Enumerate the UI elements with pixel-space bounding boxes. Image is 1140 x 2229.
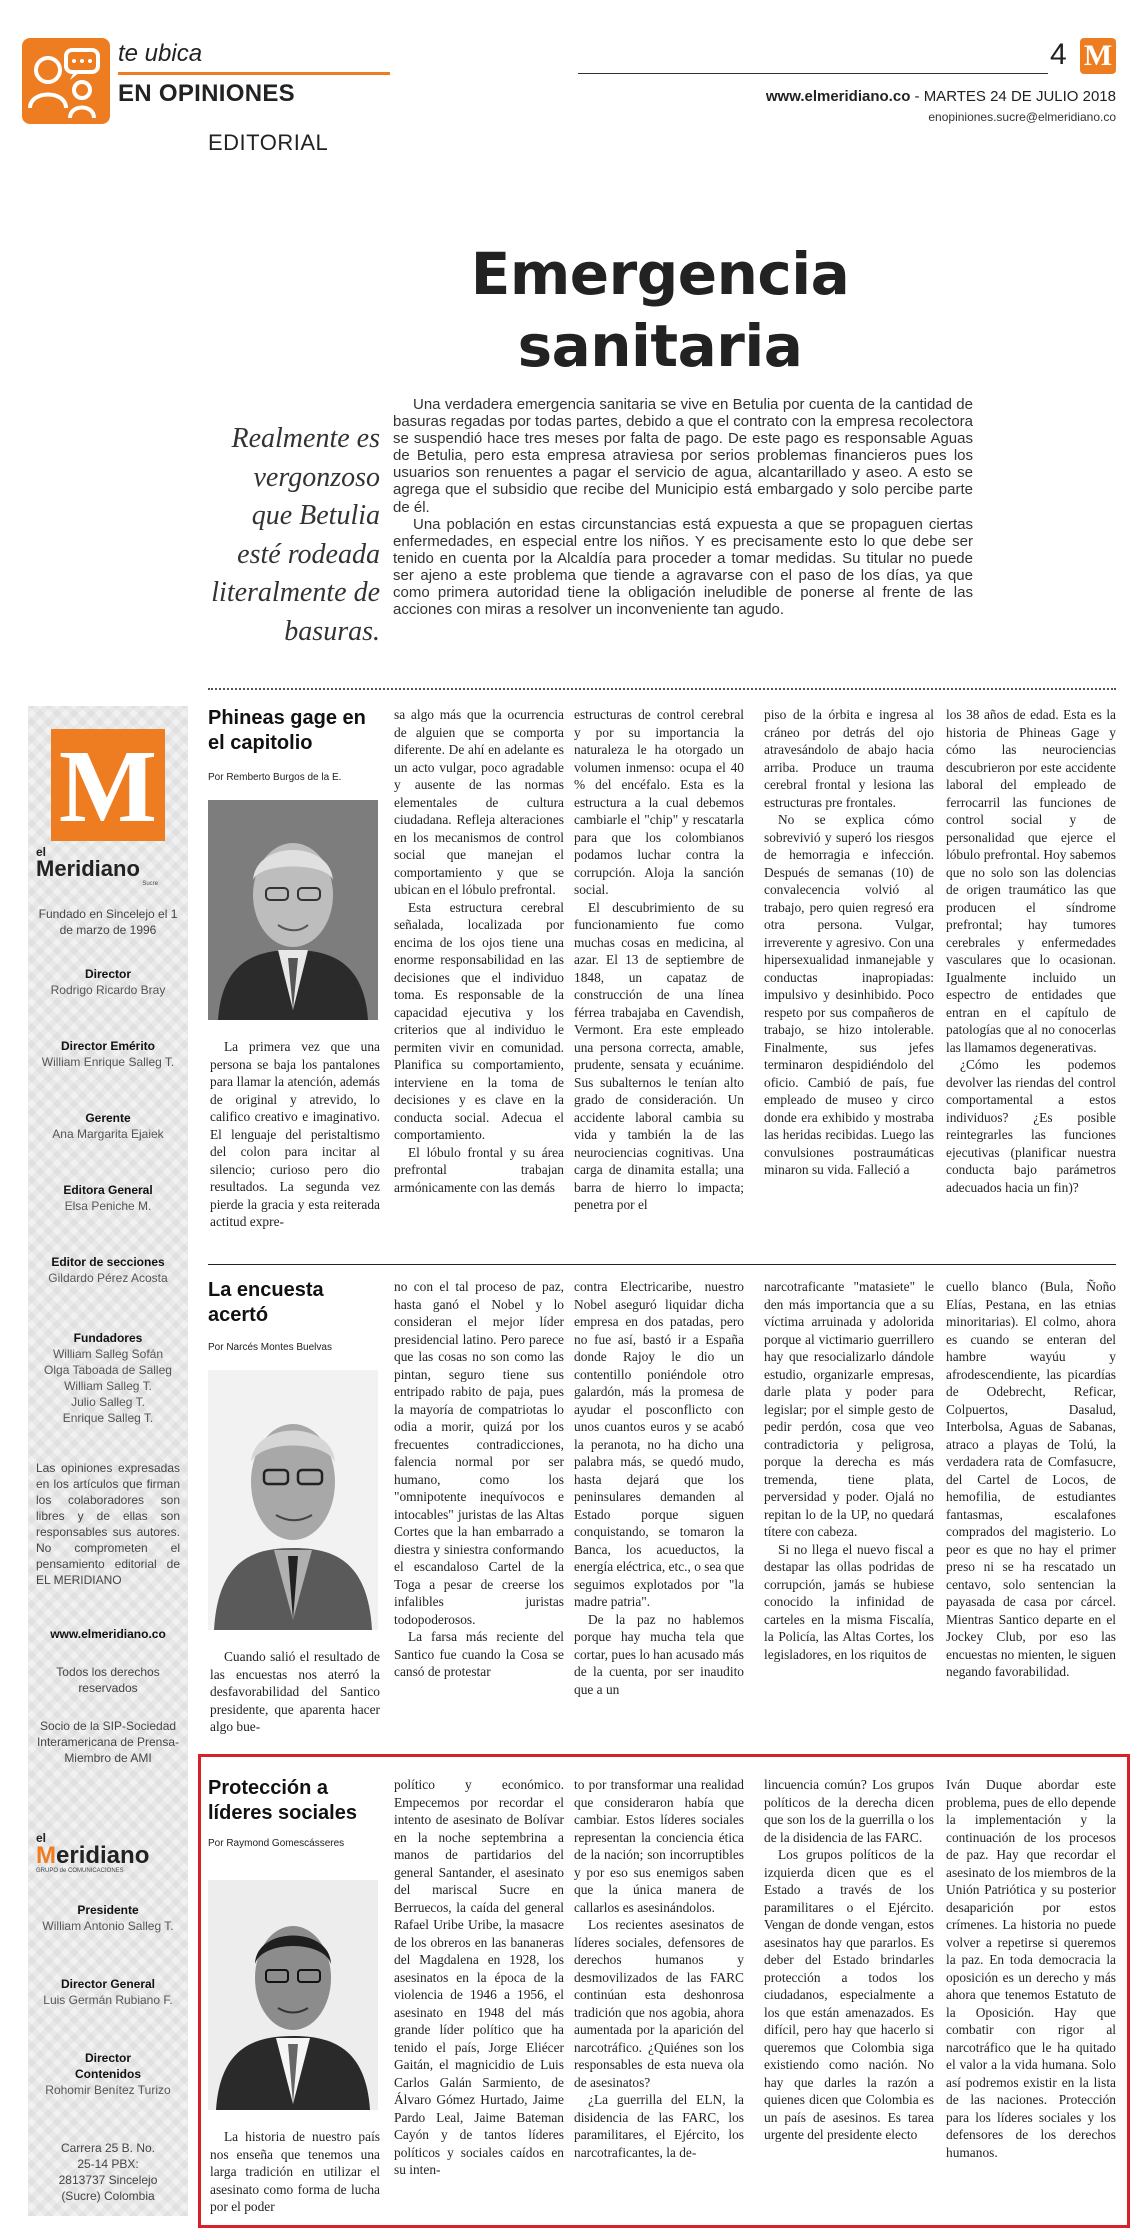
site-url[interactable]: www.elmeridiano.co [765, 88, 911, 105]
paragraph: ¿Cómo les podemos devolver las riendas del control comportamental a estos individuos? ¿Es posible reintegrarles las funciones ejecutivas (planificar nuestra conducta bajo parámetros adecuados hacia un fin)? [946, 1057, 1116, 1195]
staff-role: Editora General [63, 1183, 153, 1197]
portrait-icon [208, 1880, 378, 2110]
group-logo [36, 1832, 184, 1874]
group-logo-prefix: el [36, 1831, 47, 1845]
section-subtitle: EDITORIAL [208, 130, 329, 155]
site-date-line [766, 88, 1116, 105]
paragraph: Los recientes asesinatos de líderes sociales, defensores de derechos humanos y desmovilizados de las FARC continúan esta deshonrosa tradición que nos agobia, ahora aumentada por la aparición del narcotráfico. ¿Quiénes son los responsables de esta nueva ola de asesinatos? [574, 1917, 744, 2090]
article-column [574, 706, 744, 1258]
pull-quote: Realmente es vergonzoso que Betulia esté rodeada literalmente de basuras. [211, 423, 380, 647]
paragraph: La historia de nuestro país nos enseña que tenemos una larga tradición en utilizar el asesinato como forma de lucha por el poder [210, 2129, 380, 2214]
contact-email[interactable]: enopiniones.sucre@elmeridiano.co [928, 110, 1116, 124]
staff-name: William Salleg Sofán [52, 1347, 164, 1361]
staff-role: Director [84, 967, 131, 981]
editorial-title: Emergencia sanitaria [470, 240, 850, 380]
page-number: 4 [1050, 38, 1067, 71]
article-title: Protección a líderes sociales [208, 1777, 357, 1824]
paragraph: Esta estructura cerebral señalada, localizada por encima de los ojos tiene una enorme responsabilidad en las decisiones que el individuo toma. Es responsable de la capacidad ejecutiva y los criterios que al individuo le permiten vivir en comunidad. Planifica su comportamiento, interviene en la toma de decisiones y es clave en la conducta social. Adecua el comportamiento. [394, 899, 564, 1142]
author-photo [208, 1880, 378, 2110]
section-accent-line [118, 72, 390, 75]
postal-address: Carrera 25 B. No. 25-14 PBX: 2813737 Sincelejo (Sucre) Colombia [58, 2141, 158, 2203]
paragraph: Cuando salió el resultado de las encuestas nos aterró la desfavorabilidad del Santico presidente, que aparenta hacer algo bue- [210, 1649, 380, 1734]
article-column [764, 706, 934, 1258]
article-column [574, 1776, 744, 2222]
section-logo [22, 38, 110, 124]
staff-role: Editor de secciones [51, 1255, 165, 1269]
paragraph: No se explica cómo sobrevivió y superó los riesgos de hemorragia e infección. Después de semanas (10) de convalecencia volvió al trabajo, pero quien regresó era otra persona. Vulgar, irreverente y agresivo. Con una hipersexualidad inmanejable y conductas inapropiadas: impulsivo y desinhibido. Poco respeto por sus compañeros de trabajo, se hizo intolerable. Finalmente, sus jefes terminaron despidiéndolo del oficio. Cambió de país, fue empleado de museo y circo donde era exhibido y mostraba las heridas recibidas. Luego las convulsiones postraumáticas minaron su vida. Falleció a [764, 812, 934, 1177]
editorial-paragraph: Una población en estas circunstancias está expuesta a que se propaguen ciertas enfermedades, en especial entre los niños. Y es precisamente esto lo que debe ser tenido en cuenta por la Alcaldía para proceder a tomar medidas. Su titular no puede ser ajeno a este problema que tiende a agravarse con el paso de los días, ya que como primera autoridad tiene la obligación ineludible de ponerse al frente de las acciones con miras a resolver un inconveniente tan agudo. [393, 515, 973, 619]
article-byline: Por Remberto Burgos de la E. [208, 772, 342, 783]
article-column [210, 2128, 380, 2222]
paragraph: El descubrimiento de su funcionamiento fue como muchas cosas en medicina, al azar. El 13 de septiembre de 1848, un capataz de construcción de una línea férrea trabajaba en Cavendish, Vermont. Era este empleado una persona correcta, amable, prudente, sensata y ecuánime. Sus subalternos le tenían alto grado de consideración. Un accidente laboral cambia su vida y también la de las neurociencias cognitivas. Una carga de dinamita estalla; una barra de hierro lo impacta; penetra por el [574, 899, 744, 1212]
paragraph: to por transformar una realidad que consideraron había que cambiar. Estos líderes sociales representan la conciencia ética de la nación; son incorruptibles y por eso sus enemigos saben que la única manera de callarlos es asesinándolos. [574, 1777, 744, 1915]
brand-name: Meridiano [36, 856, 140, 881]
staff-name: William Antonio Salleg T. [42, 1919, 174, 1933]
staff-name: Rodrigo Ricardo Bray [50, 983, 166, 997]
article-title: La encuesta acertó [208, 1279, 324, 1326]
paragraph: narcotraficante "matasiete" le den más importancia que a su víctima arruinada y adolorida porque al victimario guerrillero hay que resocializarlo dándole estudio, organizarle empresas, darle plata y poder para legislar; por el simple gesto de pedir perdón, cosa que veo contradictoria y peligrosa, porque la derecha es más tremenda, tiene plata, perversidad y poder. Ojalá no repitan lo de la UP, no quedará títere con cabeza. [764, 1279, 934, 1539]
article-column [574, 1278, 744, 1748]
paragraph: estructuras de control cerebral y por su importancia la naturaleza le ha otorgado un volumen inmenso: ocupa el 40 % del encéfalo. Esta es la estructura a la cual debemos cambiarle el "chip" y rescatarla para que los colombianos podamos luchar contra la corrupción. Aloja la sanción social. [574, 707, 744, 897]
staff-name: William Enrique Salleg T. [41, 1055, 175, 1069]
membership-note: Socio de la SIP-Sociedad Interamericana de Prensa- Miembro de AMI [36, 1719, 180, 1765]
staff-name: Rohomir Benítez Turizo [45, 2083, 171, 2097]
editorial-body [393, 396, 973, 618]
meridiano-logo-icon: M [51, 729, 165, 841]
article-column [210, 1648, 380, 1748]
article-column [394, 1278, 564, 1748]
group-logo-m: M [36, 1842, 56, 1869]
article-byline: Por Raymond Gomescásseres [208, 1838, 345, 1849]
paragraph: La primera vez que una persona se baja los pantalones para llamar la atención, además de original y atrevido, lo califico creativo e imaginativo. El lenguaje del peristaltismo del colon para incitar al silencio; curioso pero dio resultados. La segunda vez pierde la gracia y esta reiterada actitud expre- [210, 1039, 380, 1229]
article-column [764, 1278, 934, 1748]
brand-region: Sucre [142, 881, 158, 887]
article-column [946, 706, 1116, 1258]
article-column [210, 1038, 380, 1258]
author-photo [208, 1370, 378, 1630]
staff-name: Elsa Peniche M. [64, 1199, 152, 1213]
founded-note: Fundado en Sincelejo el 1 de marzo de 1996 [38, 907, 178, 937]
rights-note: Todos los derechos reservados [56, 1665, 160, 1695]
group-logo-name [36, 1842, 149, 1869]
section-label: te ubica [118, 40, 203, 67]
staff-director-general [28, 1976, 188, 2008]
staff-role: Director General [60, 1977, 156, 1991]
masthead-sidebar [28, 706, 188, 2216]
staff-role: Director Emérito [60, 1039, 156, 1053]
paragraph: político y económico. Empecemos por recordar el intento de asesinato de Bolívar en la noche septembrina a manos de partidarios del general Santander, el asesinato del mariscal Sucre en Berruecos, la caída del general Rafael Uribe Uribe, la masacre de los obreros en las bananeras del Magdalena en 1928, los asesinatos en la época de la violencia de 1946 a 1956, el asesinato en 1948 del más grande líder político que ha tenido el país, Jorge Eliécer Gaitán, el magnicidio de Luis Carlos Galán Sarmiento, de Álvaro Gómez Hurtado, Jaime Pardo Leal, Jaime Bateman Cayón y de tantos líderes políticos y sociales caídos en su inten- [394, 1777, 564, 2177]
staff-name: Julio Salleg T. [71, 1395, 145, 1409]
staff-role: Gerente [85, 1111, 131, 1125]
paragraph: los 38 años de edad. Esta es la historia de Phineas Gage y cómo las neurociencias descubrieron por este accidente laboral del empleado de ferrocarril las funciones de control social y de personalidad que ejerce el lóbulo prefrontal. Hoy sabemos que no solo son las dolencias de origen traumático las que producen el síndrome prefrontal; hay tumores cerebrales y enfermedades vasculares que lo ocasionan. Igualmente incluido un espectro de entidades que entran en el capítulo de patologías que al no conocerlas las llamamos degenerativas. [946, 707, 1116, 1055]
article-column [394, 706, 564, 1258]
opinion-disclaimer: Las opiniones expresadas en los artículos que firman los colaboradores son libres y de ellas son responsables sus autores. No comprometen el pensamiento editorial de EL MERIDIANO [36, 1461, 180, 1587]
group-logo-sub: GRUPO de COMUNICACIONES [36, 1868, 124, 1874]
web-address[interactable]: www.elmeridiano.co [50, 1627, 166, 1641]
article-column [946, 1776, 1116, 2222]
staff-secciones [28, 1254, 188, 1286]
article-title: Phineas gage en el capitolio [208, 707, 366, 754]
staff-role: Fundadores [73, 1331, 143, 1345]
article-column [946, 1278, 1116, 1748]
paragraph: Si no llega el nuevo fiscal a destapar las ollas podridas de corrupción, jamás se hubiese conocido la infinidad de carteles en la misma Fiscalía, la Policía, las Altas Cortes, los legisladores, en los riquitos de [764, 1541, 934, 1662]
paragraph: lincuencia común? Los grupos políticos de la derecha dicen que son los de la guerrilla o los de la disidencia de las FARC. [764, 1777, 934, 1845]
people-chat-icon [22, 38, 110, 124]
group-logo-rest: eridiano [56, 1842, 150, 1869]
paragraph: cuello blanco (Bula, Ñoño Elías, Pestana, en las etnias minoritarias). El colmo, ahora es cuando se enteran del hambre wayúu y afrodescendiente, las picardías de Odebrecht, Reficar, Colpuertos, Dasalud, Interbolsa, Aguas de Sabanas, atraco a playas de Tolú, la verdadera rata de Comfasucre, del Cartel de Locos, de hemofilia, de estudiantes fantasmas, escalafones comprados del magisterio. Lo peor es que no hay el primer preso ni se ha rescatado un centavo, solo sentencian la payasada de casa por cárcel. Mientras Santico departe en el Jockey Club, por eso las encuestas no mienten, le siguen negando favorabilidad. [946, 1279, 1116, 1679]
staff-role: Director Contenidos [75, 2051, 141, 2081]
brand-badge: M [1080, 38, 1116, 74]
staff-director [28, 966, 188, 998]
staff-fundadores [28, 1330, 188, 1426]
staff-name: Gildardo Pérez Acosta [48, 1271, 168, 1285]
staff-name: William Salleg T. [64, 1379, 152, 1393]
paragraph: Los grupos políticos de la izquierda dicen que es el Estado a través de los paramilitares o el Ejército. Vengan de donde vengan, estos asesinatos hay que pararlos. Es deber del Estado brindarles protección a todos los ciudadanos, especialmente a los que están amenazados. Es difícil, pero hay que hacerlo si queremos que Colombia siga existiendo como nación. No hay que darles la razón a quienes dicen que Colombia es un país de asesinos. Es tarea urgente del presidente electo [764, 1847, 934, 2142]
brand-prefix: el [36, 845, 47, 859]
article-byline: Por Narcés Montes Buelvas [208, 1342, 332, 1353]
paragraph: no con el tal proceso de paz, hasta ganó el Nobel y lo consideran el mejor líder presidencial latino. Pero parece que las cosas no son como las pintan, seguro tiene sus entripado rabito de paja, pues la mayoría de compatriotas lo odia a morir, quizá por los frecuentes contradicciones, falencia normal por ser humano, como los "omnipotente inequívocos e intocables" juristas de las Altas Cortes que la han embarrado a diestra y siniestra conformando el escandaloso Cartel de la Toga a pesar de creerse los infalibles juristas todopoderosos. [394, 1279, 564, 1627]
portrait-icon [208, 1370, 378, 1630]
staff-contenidos [28, 2050, 188, 2098]
section-title: EN OPINIONES [118, 80, 295, 107]
portrait-icon [208, 800, 378, 1020]
article-divider [208, 1264, 1116, 1265]
staff-presidente [28, 1902, 188, 1934]
staff-name: Luis Germán Rubiano F. [43, 1993, 173, 2007]
staff-emerito [28, 1038, 188, 1070]
staff-editora [28, 1182, 188, 1214]
staff-name: Olga Taboada de Salleg [44, 1363, 172, 1377]
paragraph: Iván Duque abordar este problema, pues de ello depende la implementación y la continuación de los procesos de paz. Hay que recordar el asesinato de los miembros de la Unión Patriótica y su posterior desaparición por estos crímenes. La historia no puede volver a repetirse si queremos la paz. En toda democracia la oposición es un derecho y más ahora que tenemos Estatuto de la Oposición. Hay que combatir con rigor al narcotráfico que le ha quitado el valor a la vida humana. Solo así podremos existir en la lista de las naciones. Protección para los líderes sociales y los defensores de los derechos humanos. [946, 1777, 1116, 2160]
article-column [764, 1776, 934, 2222]
paragraph: sa algo más que la ocurrencia de alguien que se comporta diferente. De ahí en adelante es un acto vulgar, poco agradable y ausente de las normas elementales de cultura ciudadana. Refleja alteraciones en los mecanismos de control social que manejan el comportamiento y que se ubican en el lóbulo prefrontal. [394, 707, 564, 897]
brand-wordmark [36, 846, 184, 887]
header-rule [578, 73, 1048, 74]
issue-date: - MARTES 24 DE JULIO 2018 [910, 88, 1116, 105]
paragraph: La farsa más reciente del Santico fue cuando la Cosa se cansó de protestar [394, 1629, 564, 1679]
staff-role: Presidente [77, 1903, 139, 1917]
paragraph: contra Electricaribe, nuestro Nobel aseguró liquidar dicha empresa en dos patadas, pero no fue así, bastó ir a España donde Rajoy le dio un contentillo poniéndole otro galardón, más la promesa de ayudar el posconflicto con unos cuantos euros y se acabó la peranota, no ha dicho una palabra más, se quedó mudo, hasta dejará que los peninsulares demanden al Estado porque siguen conquistando, se tomaron la Banca, los acueductos, la energía eléctrica, etc., o sea que seguimos explotados por "la madre patria". [574, 1279, 744, 1609]
staff-gerente [28, 1110, 188, 1142]
article-column [394, 1776, 564, 2222]
author-photo [208, 800, 378, 1020]
paragraph: piso de la órbita e ingresa al cráneo por detrás del ojo atravesándolo de abajo hacia arriba. Produce un trauma cerebral frontal y lesiona las estructuras pre frontales. [764, 707, 934, 810]
staff-name: Ana Margarita Ejaiek [52, 1127, 164, 1141]
paragraph: ¿La guerrilla del ELN, la disidencia de las FARC, los paramilitares, el Ejército, los narcotraficantes, la de- [574, 2092, 744, 2160]
dotted-divider [208, 688, 1116, 690]
paragraph: De la paz no hablemos porque hay mucha tela que cortar, pues lo han acusado más de la cuenta, por ser inaudito que a un [574, 1611, 744, 1697]
staff-name: Enrique Salleg T. [62, 1411, 154, 1425]
editorial-paragraph: Una verdadera emergencia sanitaria se vive en Betulia por cuenta de la cantidad de basuras regadas por todas partes, debido a que el contrato con la empresa recolectora se suspendió hace tres meses por falta de pago. De este pago es responsable Aguas de Betulia, pero esta empresa atraviesa por serios problemas financieros pues los usuarios son renuentes a pagar el servicio de agua, alcantarillado y aseo. A esto se agrega que el subsidio que recibe del Municipio está embargado y solo percibe parte de él. [393, 396, 973, 516]
paragraph: El lóbulo frontal y su área prefrontal trabajan armónicamente con las demás [394, 1144, 564, 1195]
